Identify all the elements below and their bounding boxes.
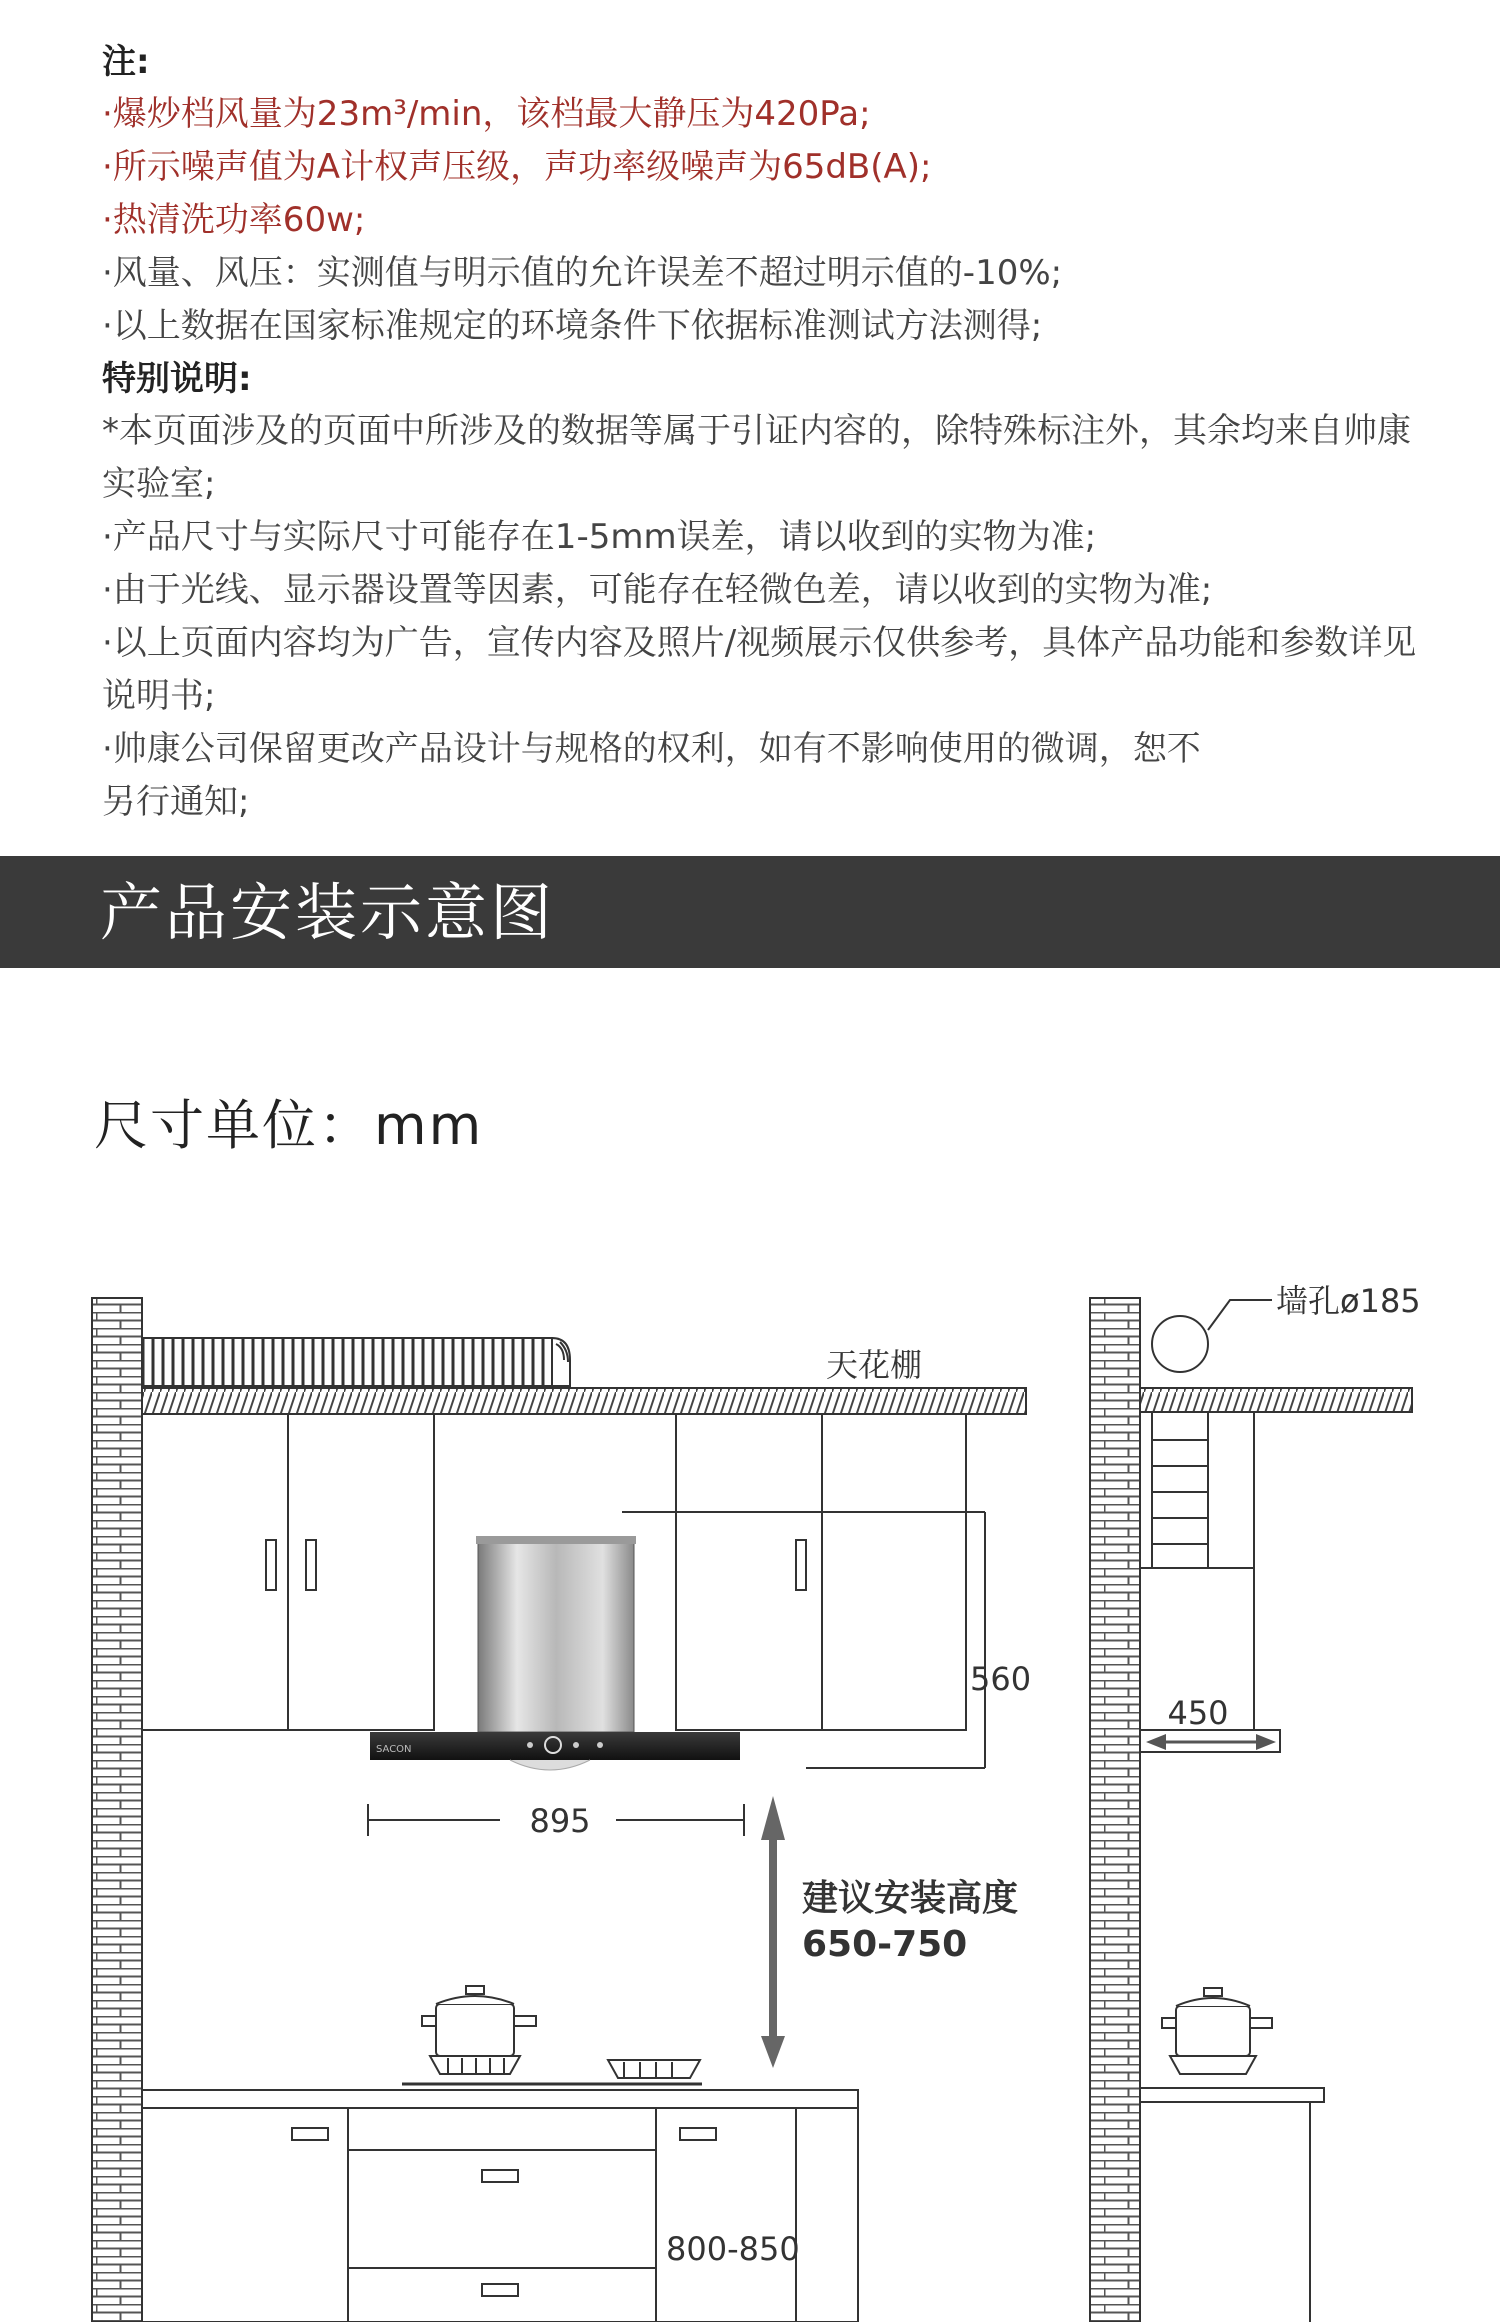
ceiling-slab <box>142 1388 1026 1414</box>
unit-label: 尺寸单位：mm <box>94 1094 484 1157</box>
special-paragraph: ·帅康公司保留更改产品设计与规格的权利，如有不影响使用的微调，恕不另行通知; <box>102 729 1201 822</box>
side-duct <box>1152 1412 1208 1568</box>
special-paragraph: ·以上页面内容均为广告，宣传内容及照片/视频展示仅供参考，具体产品功能和参数详见说明书; <box>102 623 1417 716</box>
hood-chimney <box>478 1540 634 1732</box>
note-line: ·以上数据在国家标准规定的环境条件下依据标准测试方法测得; <box>102 306 1043 346</box>
upper-cabinet-left <box>142 1414 434 1730</box>
hood-glass-panel <box>370 1732 740 1760</box>
special-line: ·由于光线、显示器设置等因素，可能存在轻微色差，请以收到的实物为准; <box>102 570 1213 610</box>
counter-height-label: 800-850 <box>666 2230 800 2268</box>
brand-mark: SACON <box>376 1744 412 1755</box>
install-height-arrow <box>761 1796 785 2068</box>
brick-wall-left <box>92 1298 142 2322</box>
special-paragraph: *本页面涉及的页面中所涉及的数据等属于引证内容的，除特殊标注外，其余均来自帅康实验室; <box>102 411 1411 504</box>
note-line: ·热清洗功率60w; <box>102 200 366 240</box>
dim-450-label: 450 <box>1167 1694 1229 1732</box>
install-height-value: 650-750 <box>802 1924 968 1965</box>
wall-hole-circle <box>1152 1316 1208 1372</box>
special-heading: 特别说明: <box>102 359 252 399</box>
countertop <box>142 2090 858 2108</box>
dim-560-label: 560 <box>970 1660 1032 1698</box>
side-pot-icon <box>1162 1988 1272 2074</box>
note-line: ·所示噪声值为A计权声压级，声功率级噪声为65dB(A); <box>102 147 932 187</box>
base-cabinets <box>142 2108 858 2322</box>
ceiling-label: 天花棚 <box>826 1346 923 1384</box>
ceiling-slab-side <box>1140 1388 1412 1412</box>
brick-wall-right <box>1090 1298 1140 2322</box>
note-line: ·爆炒档风量为23m³/min，该档最大静压为420Pa; <box>102 94 871 134</box>
note-line: ·风量、风压：实测值与明示值的允许误差不超过明示值的-10%; <box>102 253 1063 293</box>
special-line: ·产品尺寸与实际尺寸可能存在1-5mm误差，请以收到的实物为准; <box>102 517 1097 557</box>
dim-895-label: 895 <box>529 1802 591 1840</box>
wall-hole-label: 墙孔ø185 <box>1276 1282 1421 1320</box>
install-height-label: 建议安装高度 <box>802 1878 1019 1919</box>
flex-duct <box>142 1338 552 1386</box>
side-countertop <box>1140 2088 1324 2102</box>
notes-heading: 注: <box>102 42 150 82</box>
burner-icon <box>608 2060 700 2078</box>
banner-title: 产品安装示意图 <box>100 876 556 949</box>
pot-icon <box>422 1986 536 2074</box>
upper-cabinet-right <box>676 1414 966 1730</box>
